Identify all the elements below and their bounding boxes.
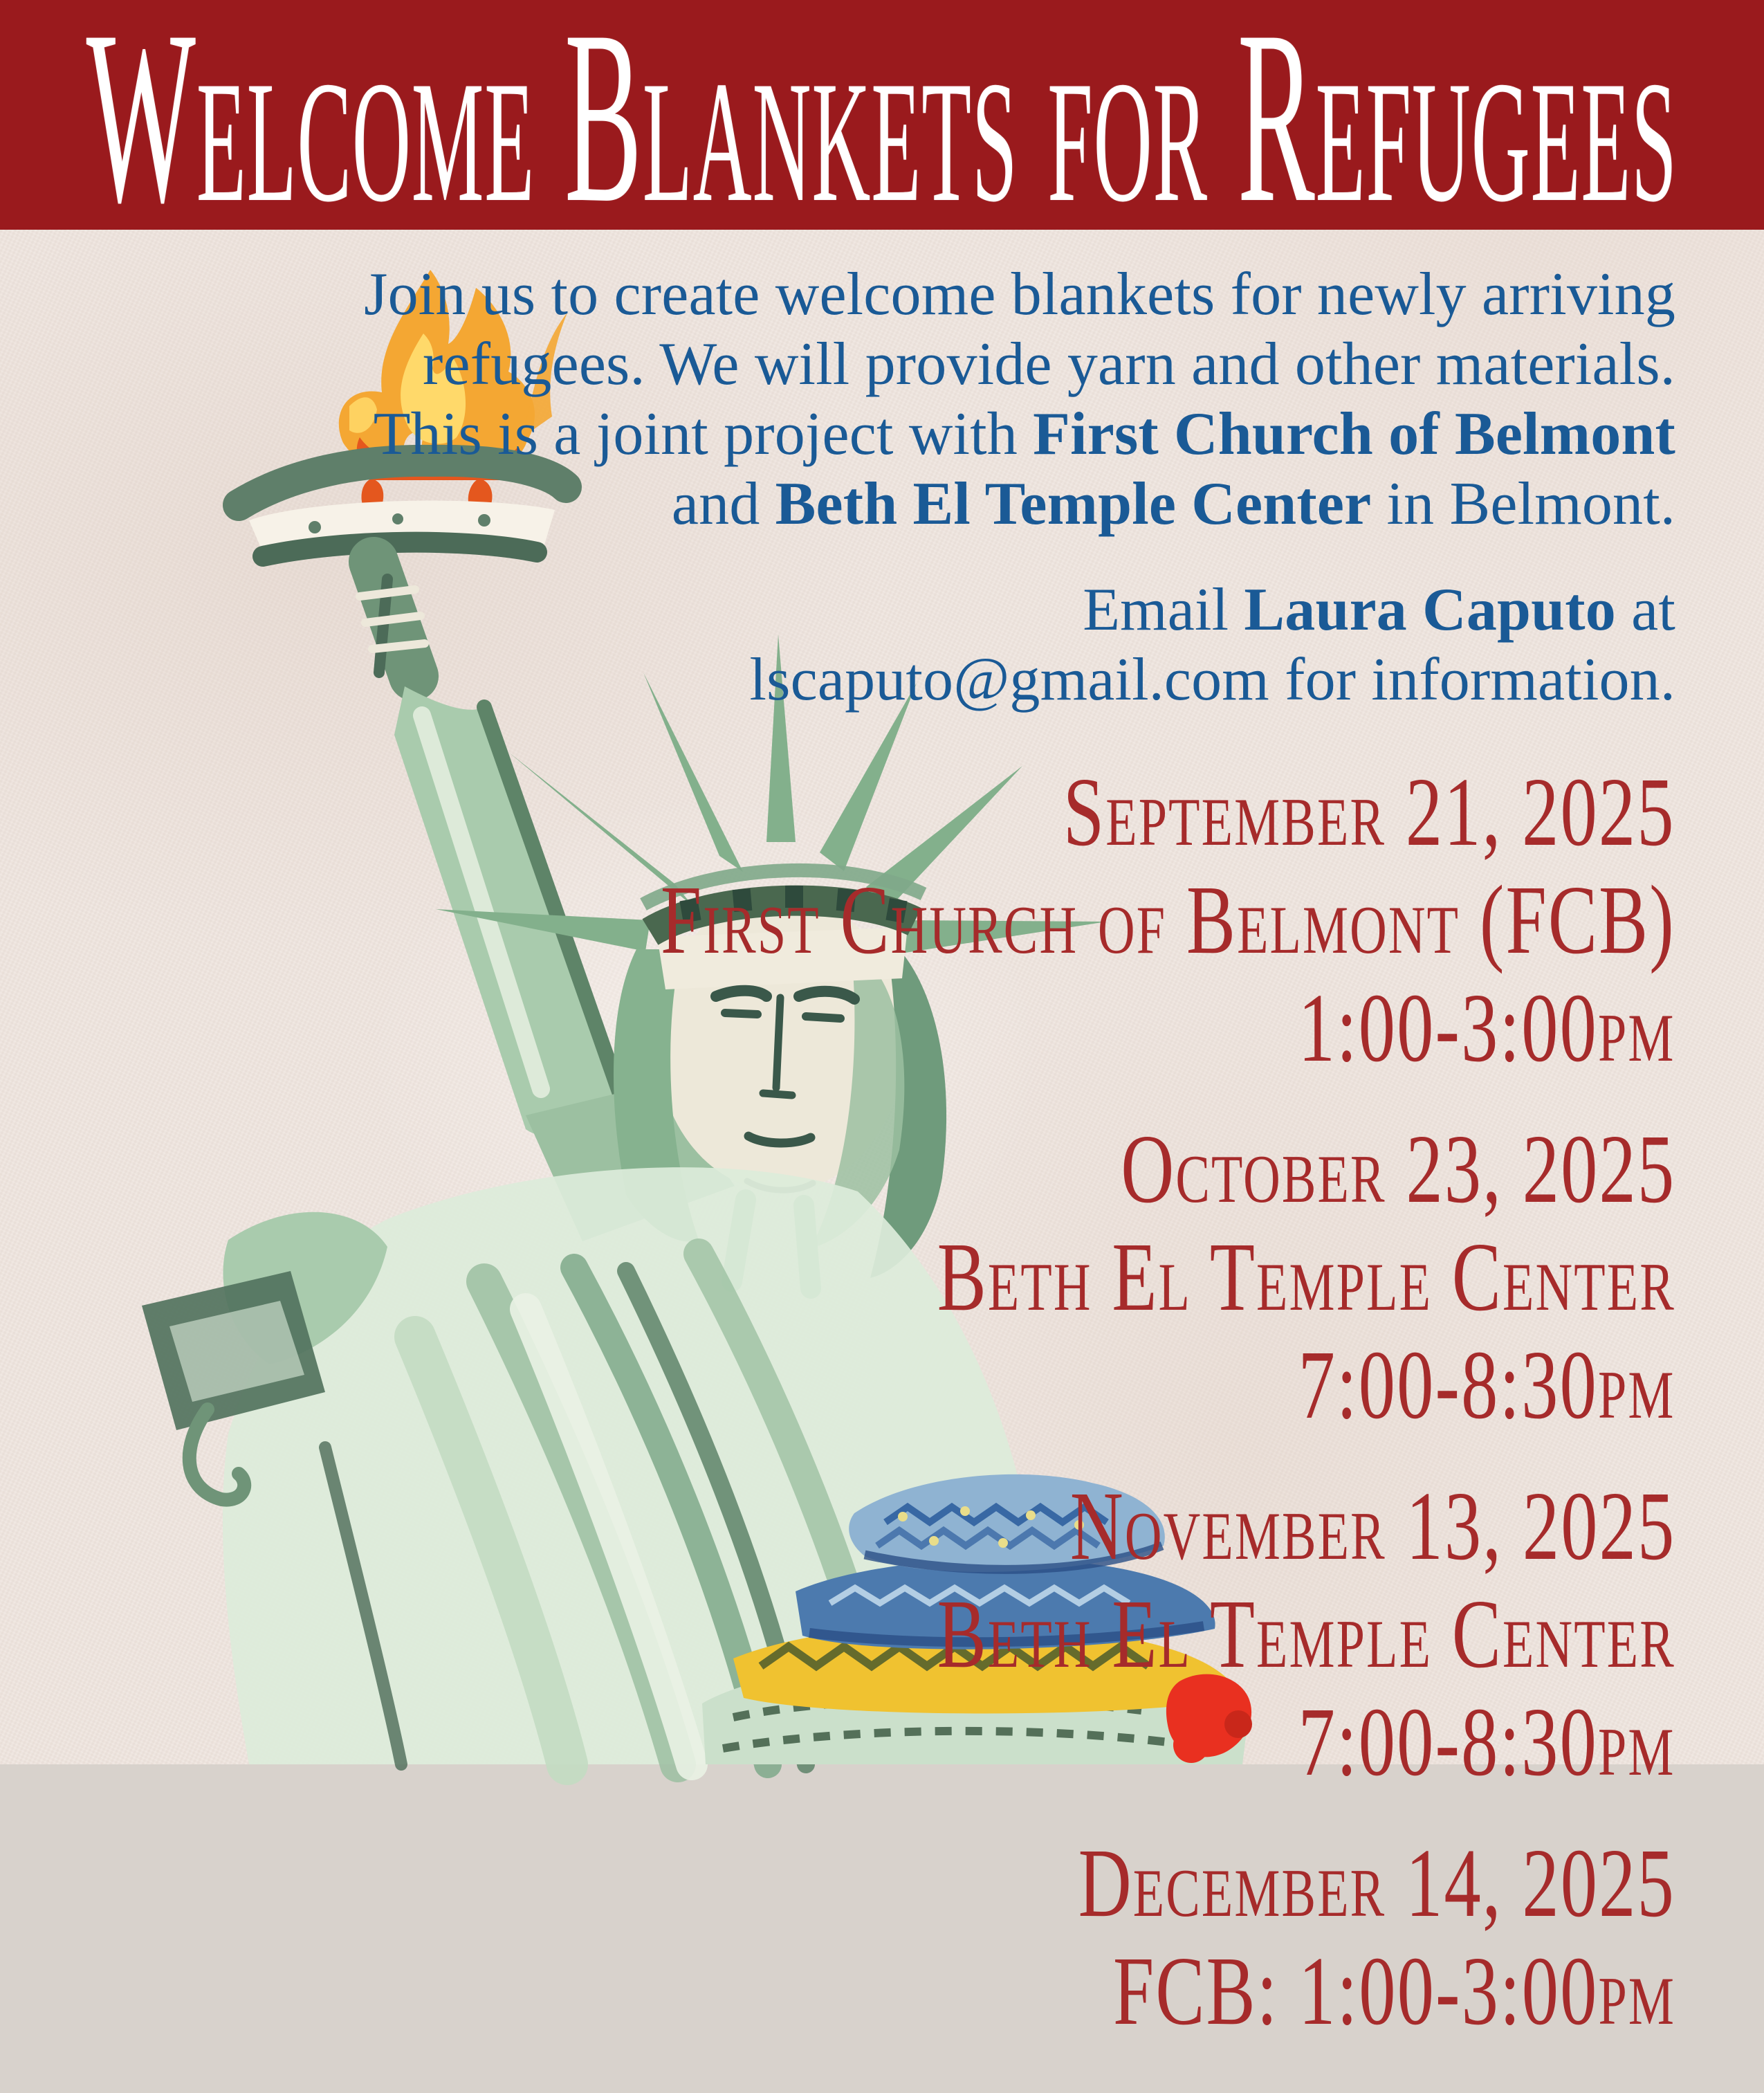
event-line-wrap — [926, 1936, 1675, 2060]
intro-line — [364, 259, 1675, 329]
event-date: November 13, 2025 — [1069, 1471, 1675, 1580]
flyer-body — [0, 259, 1675, 2093]
intro-line — [423, 329, 1675, 399]
event-location-time: FCB: 1:00-3:00pm — [1112, 1936, 1675, 2045]
text-segment: This is a joint project with — [373, 401, 1033, 468]
event-line-wrap — [1173, 973, 1675, 1097]
text-segment: Join us to create welcome blankets for newly arriving — [364, 261, 1675, 328]
text-segment: at — [1615, 576, 1675, 643]
highlighted-text: Laura Caputo — [1244, 576, 1616, 643]
intro-line — [374, 399, 1675, 469]
event-location: First Church of Belmont (FCB) — [661, 865, 1675, 974]
text-segment: lscaputo@gmail.com for information. — [749, 646, 1675, 713]
contact-paragraph — [750, 575, 1675, 715]
contact-line — [750, 645, 1675, 715]
text-segment: refugees. We will provide yarn and other materials. — [423, 331, 1675, 398]
text-segment: and — [671, 470, 775, 538]
intro-line — [672, 469, 1675, 539]
schedule-list — [322, 757, 1675, 2093]
flyer-title: Welcome Blankets for Refugees — [86, 0, 1678, 255]
event-time: 7:00-8:30pm — [1298, 1330, 1675, 1439]
text-segment: in Belmont. — [1371, 470, 1675, 538]
highlighted-text: Beth El Temple Center — [775, 470, 1372, 538]
text-segment: Email — [1083, 576, 1244, 643]
contact-line — [1083, 575, 1675, 645]
event-line-wrap — [1173, 1330, 1675, 1454]
event-time: 7:00-8:30pm — [1298, 1687, 1675, 1796]
intro-paragraph — [364, 259, 1675, 539]
schedule-event — [879, 1828, 1675, 2060]
event-time: 1:00-3:00pm — [1298, 973, 1675, 1082]
event-location: Beth El Temple Center — [937, 1222, 1675, 1331]
highlighted-text: First Church of Belmont — [1033, 401, 1675, 468]
schedule-event — [691, 1471, 1675, 1811]
event-line-wrap — [1173, 1687, 1675, 1811]
title-banner — [0, 0, 1764, 255]
schedule-event — [691, 1114, 1675, 1454]
event-location: Beth El Temple Center — [937, 1579, 1675, 1688]
event-date: September 21, 2025 — [1063, 757, 1675, 866]
schedule-event — [322, 757, 1675, 1097]
event-date: October 23, 2025 — [1121, 1114, 1675, 1223]
event-date: December 14, 2025 — [1078, 1828, 1675, 1937]
